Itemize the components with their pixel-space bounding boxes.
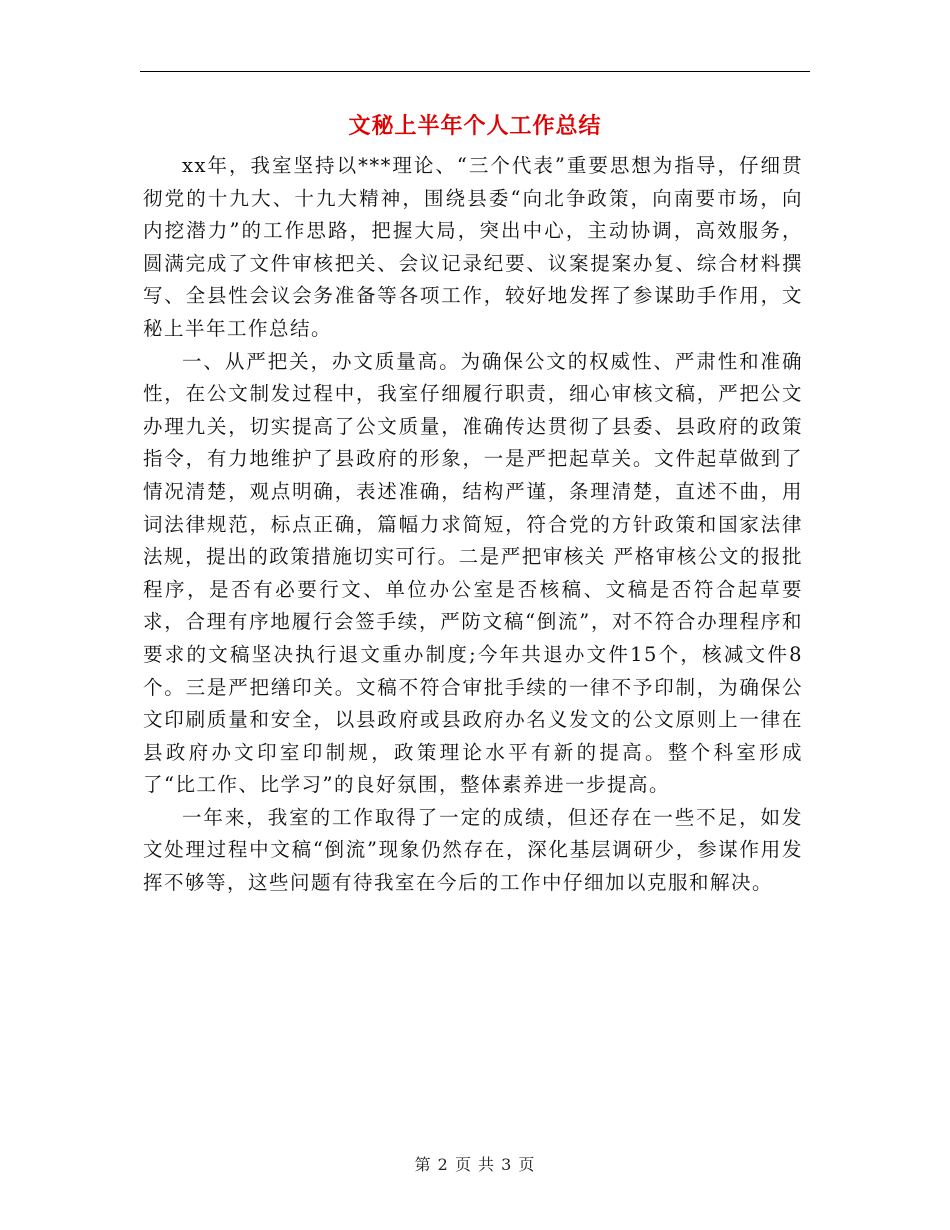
page-number: 第 2 页 共 3 页 <box>414 1155 536 1174</box>
paragraph-quality-control: 一、从严把关，办文质量高。为确保公文的权威性、严肃性和准确性，在公文制发过程中，我室仔细履行职责，细心审核文稿，严把公文办理九关，切实提高了公文质量，准确传达贯彻了县委、县政府的政策指令，有力地维护了县政府的形象，一是严把起草关。文件起草做到了情况清楚，观点明确，表述准确，结构严谨，条理清楚，直述不曲，用词法律规范，标点正确，篇幅力求简短，符合党的方针政策和国家法律法规，提出的政策措施切实可行。二是严把审核关 严格审核公文的报批程序，是否有必要行文、单位办公室是否核稿、文稿是否符合起草要求，合理有序地履行会签手续，严防文稿“倒流”，对不符合办理程序和要求的文稿坚决执行退文重办制度;今年共退办文件15个，核减文件8个。三是严把缮印关。文稿不符合审批手续的一律不予印制，为确保公文印刷质量和安全，以县政府或县政府办名义发文的公文原则上一律在县政府办文印室印制规，政策理论水平有新的提高。整个科室形成了“比工作、比学习”的良好氛围，整体素养进一步提高。 <box>143 349 803 797</box>
paragraph-intro: xx年，我室坚持以***理论、“三个代表”重要思想为指导，仔细贯彻党的十九大、十九大精神，围绕县委“向北争政策，向南要市场，向内挖潜力”的工作思路，把握大局，突出中心，主动协调，高效服务，圆满完成了文件审核把关、会议记录纪要、议案提案办复、综合材料撰写、全县性会议会务准备等各项工作，较好地发挥了参谋助手作用，文秘上半年工作总结。 <box>143 154 803 340</box>
document-title: 文秘上半年个人工作总结 <box>348 113 602 139</box>
header-rule <box>140 71 810 72</box>
document-body <box>143 150 803 900</box>
paragraph-conclusion: 一年来，我室的工作取得了一定的成绩，但还存在一些不足，如发文处理过程中文稿“倒流”现象仍然存在，深化基层调研少，参谋作用发挥不够等，这些问题有待我室在今后的工作中仔细加以克服和解决。 <box>143 805 803 895</box>
